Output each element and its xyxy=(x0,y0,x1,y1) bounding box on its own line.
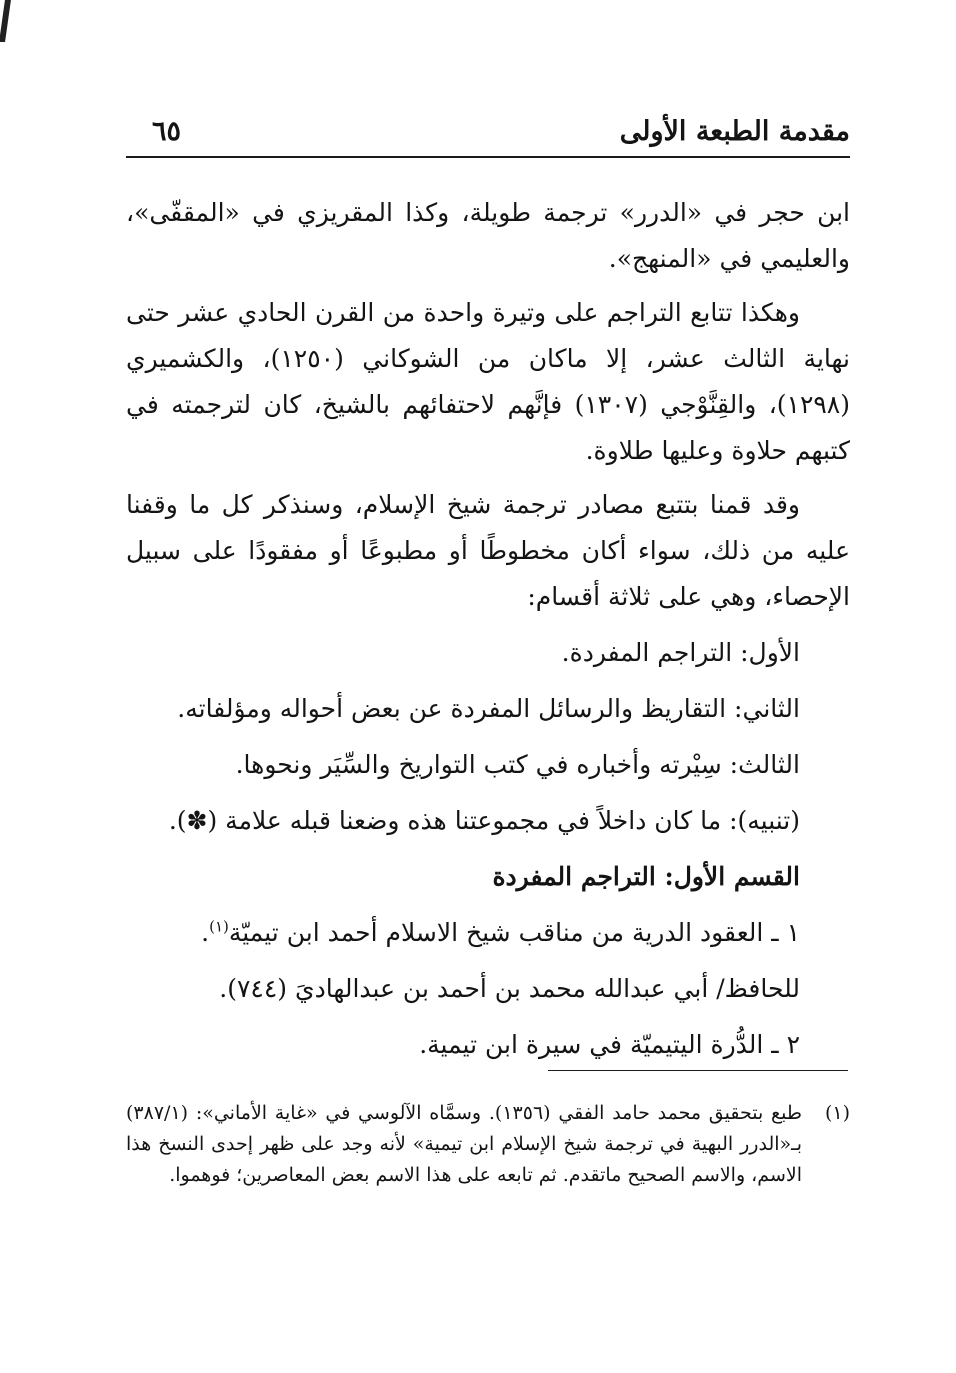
footnote-divider xyxy=(548,1070,848,1071)
footnote-marker: (١) xyxy=(824,1102,850,1124)
paragraph-1: ابن حجر في «الدرر» ترجمة طويلة، وكذا المقريزي في «المقفّى»، والعليمي في «المنهج». xyxy=(126,198,850,273)
page-number: ٦٥ xyxy=(152,116,182,147)
main-text xyxy=(126,190,850,1078)
item-1-end: . xyxy=(201,918,210,947)
list-item: الأول: التراجم المفردة. xyxy=(561,638,800,667)
list-item: الثالث: سِيْرته وأخباره في كتب التواريخ والسِّيَر ونحوها. xyxy=(235,750,800,779)
page-header xyxy=(126,112,850,158)
list-item: (تنبيه): ما كان داخلاً في مجموعتنا هذه وضعنا قبله علامة (✽). xyxy=(168,806,800,835)
list-item xyxy=(126,910,800,956)
list-item: الثاني: التقاريظ والرسائل المفردة عن بعض أحواله ومؤلفاته. xyxy=(177,694,800,723)
footnote-ref: (١) xyxy=(209,917,229,936)
list-item: للحافظ/ أبي عبدالله محمد بن أحمد بن عبدالهاديَ (٧٤٤). xyxy=(219,974,800,1003)
running-title: مقدمة الطبعة الأولى xyxy=(619,116,850,147)
footnotes xyxy=(126,1098,850,1191)
scan-edge-mark xyxy=(0,0,11,42)
paragraph-2: وهكذا تتابع التراجم على وتيرة واحدة من القرن الحادي عشر حتى نهاية الثالث عشر، إلا ماكان من الشوكاني (١٢٥٠)، والكشميري (١٢٩٨)، والقِنَّوْجي (١٣٠٧) فإنَّهم لاحتفائهم بالشيخ، كان لترجمته في كتبهم حلاوة وعليها طلاوة. xyxy=(126,298,850,465)
sections-list xyxy=(126,630,850,1068)
item-1-title: ١ ـ العقود الدرية من مناقب شيخ الاسلام أحمد ابن تيميّة xyxy=(228,918,800,947)
section-heading: القسم الأول: التراجم المفردة xyxy=(492,862,800,891)
footnote-text: طبع بتحقيق محمد حامد الفقي (١٣٥٦). وسمَّاه الآلوسي في «غاية الأماني»: (٣٨٧/١) بـ«الدرر البهية في ترجمة شيخ الإسلام ابن تيمية» لأنه وجد على ظهر إحدى النسخ هذا الاسم، والاسم الصحيح ماتقدم. ثم تابعه على هذا الاسم بعض المعاصرين؛ فوهموا. xyxy=(126,1102,802,1186)
paragraph-3: وقد قمنا بتتبع مصادر ترجمة شيخ الإسلام، وسنذكر كل ما وقفنا عليه من ذلك، سواء أكان مخطوطًا أو مطبوعًا أو مفقودًا على سبيل الإحصاء، وهي على ثلاثة أقسام: xyxy=(126,490,850,611)
list-item: ٢ ـ الدُّرة اليتيميّة في سيرة ابن تيمية. xyxy=(419,1030,800,1059)
footnote xyxy=(126,1098,850,1191)
